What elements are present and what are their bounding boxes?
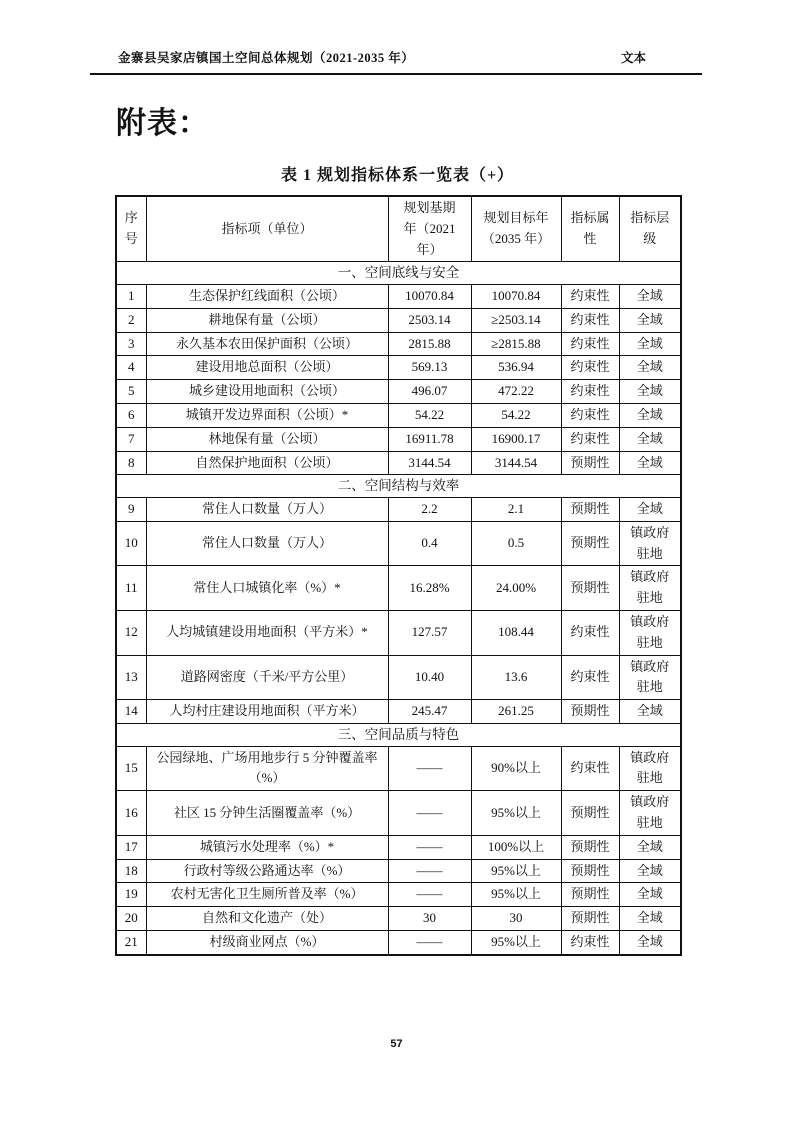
table-cell: 城乡建设用地面积（公顷） [146, 380, 388, 404]
table-cell: 预期性 [561, 859, 619, 883]
indicator-table-wrapper [115, 195, 682, 956]
table-cell: 30 [471, 907, 561, 931]
table-cell: 261.25 [471, 700, 561, 724]
table-cell: 约束性 [561, 655, 619, 700]
table-cell: 约束性 [561, 308, 619, 332]
table-cell: 95%以上 [471, 930, 561, 954]
table-cell: 约束性 [561, 380, 619, 404]
table-row [116, 284, 681, 308]
table-cell: 预期性 [561, 497, 619, 521]
table-cell: 全域 [619, 883, 681, 907]
table-cell: 自然和文化遗产（处） [146, 907, 388, 931]
table-cell: 108.44 [471, 610, 561, 655]
table-cell: —— [388, 746, 471, 791]
table-cell: 约束性 [561, 930, 619, 954]
table-cell: 15 [116, 746, 146, 791]
table-cell: 人均村庄建设用地面积（平方米） [146, 700, 388, 724]
header-document-title: 金寨县吴家店镇国土空间总体规划（2021-2035 年） [118, 51, 415, 65]
table-cell: 127.57 [388, 610, 471, 655]
table-row [116, 521, 681, 566]
table-cell: 村级商业网点（%） [146, 930, 388, 954]
table-cell: 全域 [619, 427, 681, 451]
table-cell: 10070.84 [388, 284, 471, 308]
table-cell: 9 [116, 497, 146, 521]
col-header-attribute: 指标属性 [561, 196, 619, 262]
section-title: 一、空间底线与安全 [116, 262, 681, 285]
section-title: 二、空间结构与效率 [116, 475, 681, 498]
table-cell: 常住人口数量（万人） [146, 521, 388, 566]
table-cell: 镇政府驻地 [619, 655, 681, 700]
table-cell: 预期性 [561, 791, 619, 836]
table-cell: 全域 [619, 380, 681, 404]
table-cell: 16911.78 [388, 427, 471, 451]
table-cell: 预期性 [561, 883, 619, 907]
table-cell: —— [388, 791, 471, 836]
table-cell: —— [388, 930, 471, 954]
table-row [116, 746, 681, 791]
col-header-target-year: 规划目标年（2035 年） [471, 196, 561, 262]
table-cell: 10070.84 [471, 284, 561, 308]
table-cell: 3144.54 [388, 451, 471, 475]
table-cell: 镇政府驻地 [619, 521, 681, 566]
table-cell: —— [388, 859, 471, 883]
section-row [116, 475, 681, 498]
col-header-base-year: 规划基期年（2021 年） [388, 196, 471, 262]
table-cell: 预期性 [561, 907, 619, 931]
section-row [116, 723, 681, 746]
appendix-heading: 附表： [116, 107, 209, 140]
table-cell: 林地保有量（公顷） [146, 427, 388, 451]
table-cell: 10 [116, 521, 146, 566]
table-row [116, 907, 681, 931]
table-cell: 17 [116, 835, 146, 859]
table-cell: 预期性 [561, 700, 619, 724]
col-header-level: 指标层级 [619, 196, 681, 262]
table-cell: 行政村等级公路通达率（%） [146, 859, 388, 883]
table-cell: 13 [116, 655, 146, 700]
section-row [116, 262, 681, 285]
table-cell: 预期性 [561, 451, 619, 475]
col-header-index: 序号 [116, 196, 146, 262]
table-row [116, 356, 681, 380]
table-cell: 95%以上 [471, 883, 561, 907]
table-cell: 496.07 [388, 380, 471, 404]
table-cell: 约束性 [561, 284, 619, 308]
table-row [116, 497, 681, 521]
table-cell: 19 [116, 883, 146, 907]
table-cell: 社区 15 分钟生活圈覆盖率（%） [146, 791, 388, 836]
table-cell: 镇政府驻地 [619, 746, 681, 791]
table-cell: 95%以上 [471, 859, 561, 883]
table-cell: 常住人口数量（万人） [146, 497, 388, 521]
table-row [116, 566, 681, 611]
table-row [116, 427, 681, 451]
table-cell: 镇政府驻地 [619, 791, 681, 836]
table-cell: 8 [116, 451, 146, 475]
table-cell: 约束性 [561, 610, 619, 655]
table-cell: 20 [116, 907, 146, 931]
table-cell: —— [388, 835, 471, 859]
table-cell: —— [388, 883, 471, 907]
table-cell: 0.5 [471, 521, 561, 566]
table-cell: 5 [116, 380, 146, 404]
table-cell: 约束性 [561, 356, 619, 380]
table-cell: 13.6 [471, 655, 561, 700]
table-cell: 预期性 [561, 521, 619, 566]
table-cell: 全域 [619, 284, 681, 308]
table-cell: ≥2815.88 [471, 332, 561, 356]
table-cell: 12 [116, 610, 146, 655]
table-row [116, 380, 681, 404]
table-cell: 耕地保有量（公顷） [146, 308, 388, 332]
table-cell: 3144.54 [471, 451, 561, 475]
table-row [116, 308, 681, 332]
table-cell: 11 [116, 566, 146, 611]
table-title: 表 1 规划指标体系一览表（+） [280, 167, 515, 184]
table-cell: 全域 [619, 332, 681, 356]
table-cell: 2.2 [388, 497, 471, 521]
table-row [116, 859, 681, 883]
table-cell: 农村无害化卫生厕所普及率（%） [146, 883, 388, 907]
table-cell: 镇政府驻地 [619, 566, 681, 611]
table-cell: 16900.17 [471, 427, 561, 451]
table-cell: 全域 [619, 700, 681, 724]
table-row [116, 655, 681, 700]
table-cell: 全域 [619, 835, 681, 859]
table-cell: 约束性 [561, 332, 619, 356]
table-cell: 全域 [619, 497, 681, 521]
table-cell: 90%以上 [471, 746, 561, 791]
table-cell: 2.1 [471, 497, 561, 521]
table-cell: 约束性 [561, 427, 619, 451]
table-row [116, 700, 681, 724]
table-cell: 4 [116, 356, 146, 380]
table-cell: ≥2503.14 [471, 308, 561, 332]
table-cell: 2503.14 [388, 308, 471, 332]
col-header-indicator: 指标项（单位） [146, 196, 388, 262]
table-row [116, 451, 681, 475]
table-cell: 公园绿地、广场用地步行 5 分钟覆盖率（%） [146, 746, 388, 791]
table-cell: 95%以上 [471, 791, 561, 836]
table-cell: 536.94 [471, 356, 561, 380]
table-cell: 16.28% [388, 566, 471, 611]
table-cell: 生态保护红线面积（公顷） [146, 284, 388, 308]
table-cell: 569.13 [388, 356, 471, 380]
table-cell: 约束性 [561, 403, 619, 427]
table-cell: 预期性 [561, 566, 619, 611]
table-cell: 常住人口城镇化率（%）* [146, 566, 388, 611]
table-cell: 6 [116, 403, 146, 427]
table-cell: 建设用地总面积（公顷） [146, 356, 388, 380]
table-cell: 道路网密度（千米/平方公里） [146, 655, 388, 700]
table-cell: 预期性 [561, 835, 619, 859]
page-number: 57 [390, 1038, 403, 1050]
table-cell: 全域 [619, 859, 681, 883]
table-row [116, 883, 681, 907]
table-cell: 镇政府驻地 [619, 610, 681, 655]
section-title: 三、空间品质与特色 [116, 723, 681, 746]
table-cell: 2 [116, 308, 146, 332]
table-cell: 24.00% [471, 566, 561, 611]
table-row [116, 610, 681, 655]
table-cell: 1 [116, 284, 146, 308]
table-cell: 0.4 [388, 521, 471, 566]
table-header-row [116, 196, 681, 262]
table-cell: 100%以上 [471, 835, 561, 859]
table-cell: 54.22 [388, 403, 471, 427]
table-cell: 人均城镇建设用地面积（平方米）* [146, 610, 388, 655]
header-doc-type: 文本 [620, 51, 646, 65]
table-row [116, 403, 681, 427]
table-cell: 约束性 [561, 746, 619, 791]
table-body [116, 262, 681, 955]
table-cell: 全域 [619, 451, 681, 475]
table-cell: 245.47 [388, 700, 471, 724]
table-cell: 全域 [619, 907, 681, 931]
table-cell: 全域 [619, 356, 681, 380]
table-cell: 16 [116, 791, 146, 836]
table-row [116, 930, 681, 954]
table-cell: 城镇污水处理率（%）* [146, 835, 388, 859]
table-row [116, 835, 681, 859]
indicator-table [115, 195, 682, 956]
table-cell: 7 [116, 427, 146, 451]
table-cell: 永久基本农田保护面积（公顷） [146, 332, 388, 356]
table-cell: 3 [116, 332, 146, 356]
table-cell: 城镇开发边界面积（公顷）* [146, 403, 388, 427]
table-cell: 2815.88 [388, 332, 471, 356]
table-row [116, 332, 681, 356]
page-header [90, 48, 702, 75]
table-cell: 30 [388, 907, 471, 931]
table-cell: 18 [116, 859, 146, 883]
table-cell: 全域 [619, 308, 681, 332]
table-cell: 自然保护地面积（公顷） [146, 451, 388, 475]
table-cell: 10.40 [388, 655, 471, 700]
table-cell: 54.22 [471, 403, 561, 427]
table-cell: 全域 [619, 930, 681, 954]
table-cell: 全域 [619, 403, 681, 427]
table-cell: 21 [116, 930, 146, 954]
table-cell: 14 [116, 700, 146, 724]
table-row [116, 791, 681, 836]
table-cell: 472.22 [471, 380, 561, 404]
